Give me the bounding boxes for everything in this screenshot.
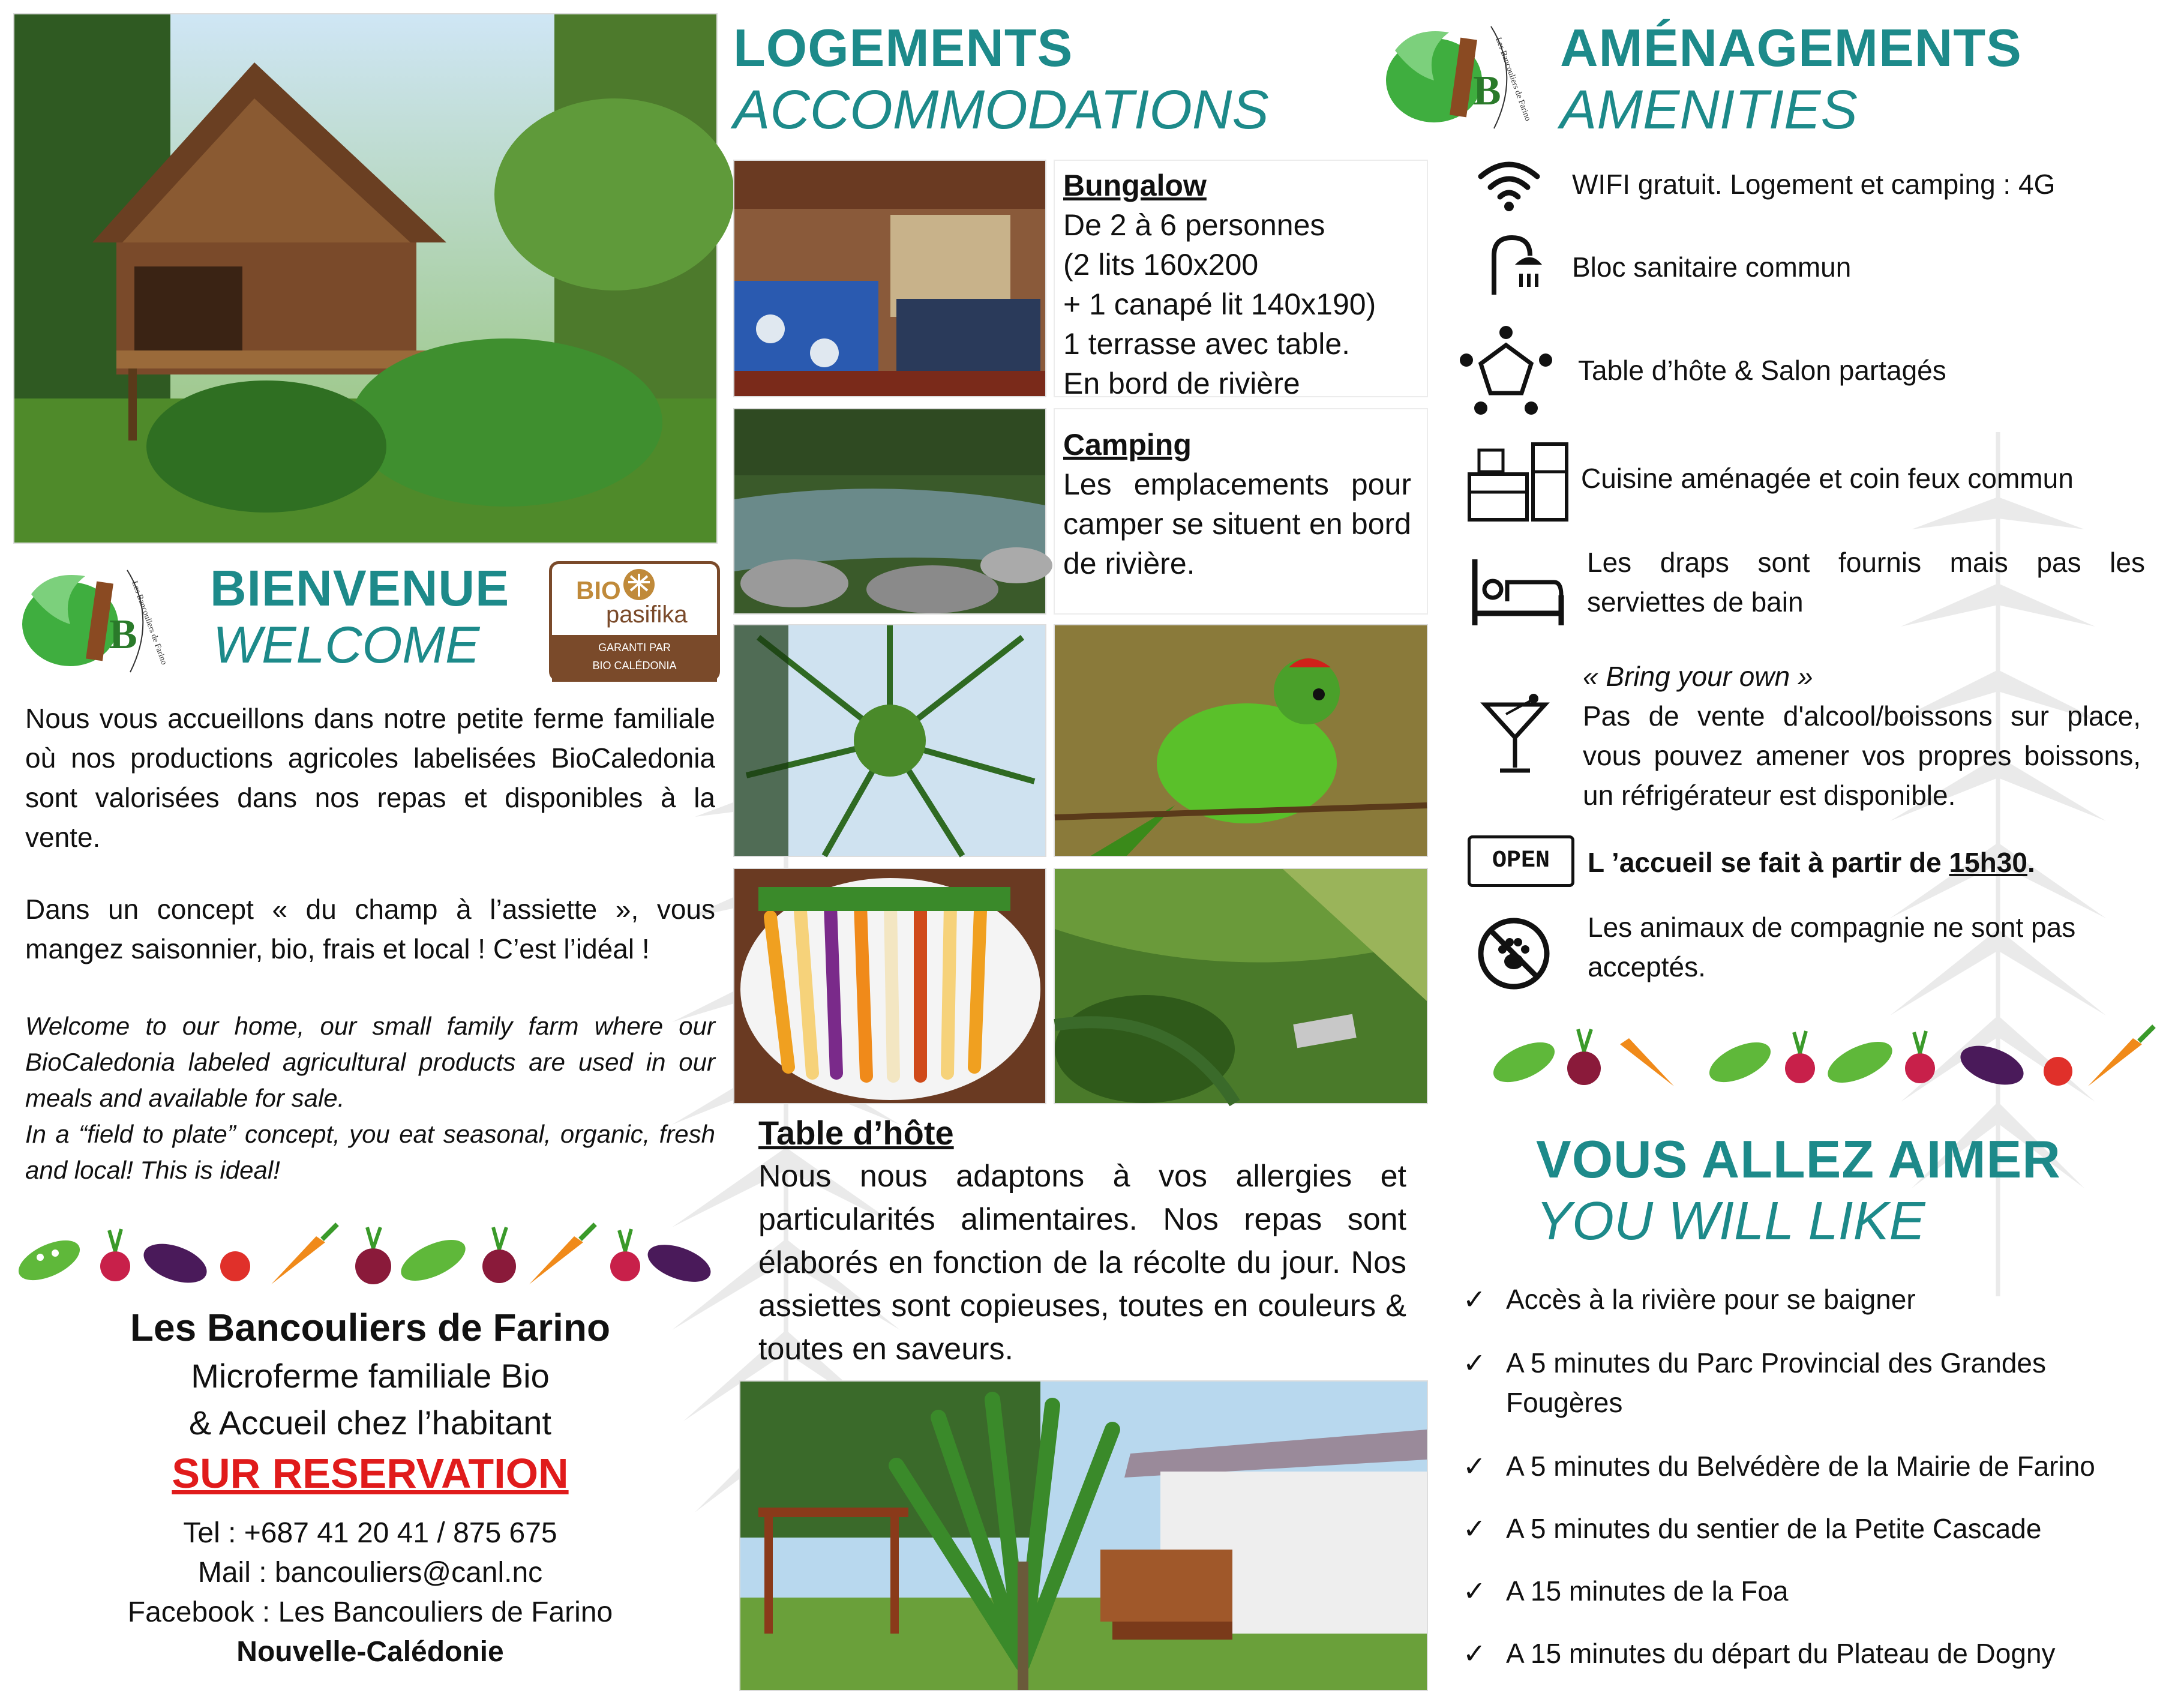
amenities-title-fr: AMÉNAGEMENTS bbox=[1560, 18, 2022, 77]
check-icon: ✓ bbox=[1463, 1513, 1486, 1544]
bungalow-info-box bbox=[1054, 160, 1428, 400]
vegetable-row-decoration bbox=[13, 1218, 715, 1296]
table-hote-text: Nous nous adaptons à vos allergies et particularités alimentaires. Nos repas sont élaborés en fonction de la récolte du jour. Nos assiettes sont copieuses, toutes en couleurs & toutes en saveurs. bbox=[758, 1159, 1406, 1367]
amenity-kitchen: Cuisine aménagée et coin feux commun bbox=[1467, 438, 2160, 522]
table-hote-heading: Table d’hôte bbox=[758, 1114, 954, 1152]
bed-icon bbox=[1470, 559, 1566, 625]
no-pets-icon bbox=[1476, 916, 1552, 991]
table-hote-block bbox=[758, 1111, 1406, 1371]
check-icon: ✓ bbox=[1463, 1347, 1486, 1379]
amenity-no-pets: Les animaux de compagnie ne sont pas acceptés. bbox=[1470, 907, 2160, 997]
bungalow-terrace: 1 terrasse avec table. bbox=[1063, 327, 1351, 361]
accommodations-title-en: ACCOMMODATIONS bbox=[733, 79, 1269, 140]
wifi-icon bbox=[1476, 158, 1542, 212]
list-item: ✓ A 15 minutes de la Foa bbox=[1464, 1571, 2154, 1611]
round-table-icon bbox=[1458, 324, 1554, 420]
bancouliers-logo bbox=[13, 558, 169, 684]
country: Nouvelle-Calédonie bbox=[236, 1636, 504, 1668]
palm-icon bbox=[621, 567, 657, 603]
bungalow-sofa: + 1 canapé lit 140x190) bbox=[1063, 287, 1376, 321]
camping-text: Les emplacements pour camper se situent en bord de rivière. bbox=[1063, 468, 1411, 580]
camping-info-box bbox=[1054, 408, 1428, 615]
parrot-photo bbox=[1054, 624, 1428, 857]
check-icon: ✓ bbox=[1463, 1284, 1486, 1315]
list-item: ✓ A 5 minutes du Belvédère de la Mairie de Farino bbox=[1464, 1446, 2154, 1486]
amenity-shared-table: Table d’hôte & Salon partagés bbox=[1458, 324, 2160, 420]
you-will-like-title-fr: VOUS ALLEZ AIMER bbox=[1536, 1129, 2061, 1189]
cocktail-icon bbox=[1482, 693, 1548, 777]
welcome-title-en: WELCOME bbox=[213, 616, 480, 674]
check-icon: ✓ bbox=[1463, 1451, 1486, 1482]
farm-subtitle-1: Microferme familiale Bio bbox=[191, 1357, 550, 1395]
bungalow-beds: (2 lits 160x200 bbox=[1063, 248, 1259, 281]
list-item: ✓ A 5 minutes du sentier de la Petite Cascade bbox=[1464, 1509, 2154, 1548]
amenities-title-en: AMENITIES bbox=[1560, 79, 1858, 140]
farm-subtitle-2: & Accueil chez l’habitant bbox=[189, 1404, 551, 1442]
svg-text:Les Bancouliers de Farino: Les Bancouliers de Farino bbox=[130, 580, 169, 666]
accommodations-title-fr: LOGEMENTS bbox=[733, 18, 1073, 77]
check-icon: ✓ bbox=[1463, 1638, 1486, 1669]
amenity-sheets: Les draps sont fournis mais pas les serviettes de bain bbox=[1470, 543, 2160, 633]
vegetable-row-decoration bbox=[1488, 1020, 2166, 1098]
bancouliers-logo bbox=[1362, 14, 1536, 140]
list-item: ✓ Accès à la rivière pour se baigner bbox=[1464, 1280, 2154, 1319]
carrots-photo bbox=[733, 868, 1046, 1104]
you-will-like-title-en: YOU WILL LIKE bbox=[1536, 1191, 1925, 1251]
welcome-paragraph-en-1: Welcome to our home, our small family farm where our BioCaledonia labeled agricultural products are used in our meals and available for sale. bbox=[25, 1012, 715, 1112]
bungalow-exterior-photo bbox=[739, 1380, 1428, 1691]
svg-text:B: B bbox=[1473, 68, 1501, 114]
email[interactable]: Mail : bancouliers@canl.nc bbox=[197, 1557, 543, 1589]
farm-name: Les Bancouliers de Farino bbox=[130, 1306, 611, 1349]
list-item: ✓ A 15 minutes du départ du Plateau de Dogny bbox=[1464, 1634, 2154, 1673]
welcome-paragraph-en-2: In a “field to plate” concept, you eat seasonal, organic, fresh and local! This is ideal! bbox=[25, 1120, 715, 1184]
phone[interactable]: Tel : +687 41 20 41 / 875 675 bbox=[183, 1517, 557, 1549]
bio-pasifika-badge: BIO pasifika GARANTI PAR BIO CALÉDONIA bbox=[549, 561, 720, 681]
tree-fern-photo bbox=[733, 624, 1046, 857]
river-photo bbox=[733, 408, 1046, 615]
bungalow-capacity: De 2 à 6 personnes bbox=[1063, 208, 1325, 242]
camping-heading: Camping bbox=[1063, 428, 1192, 462]
bungalow-garden-photo bbox=[13, 13, 718, 544]
welcome-paragraph-1: Nous vous accueillons dans notre petite ferme familiale où nos productions agricoles labelisées BioCaledonia sont valorisées dans nos repas et disponibles à la vente. bbox=[25, 703, 715, 853]
amenity-opening-time: OPEN L ’accueil se fait à partir de 15h30. bbox=[1464, 822, 2160, 888]
amenity-wifi: WIFI gratuit. Logement et camping : 4G bbox=[1470, 158, 2160, 206]
list-item: ✓ A 5 minutes du Parc Provincial des Grandes Fougères bbox=[1464, 1343, 2154, 1422]
welcome-title-fr: BIENVENUE bbox=[210, 560, 510, 616]
check-icon: ✓ bbox=[1463, 1575, 1486, 1607]
welcome-paragraph-2: Dans un concept « du champ à l’assiette », vous mangez saisonnier, bio, frais et local ! C’est l’idéal ! bbox=[25, 894, 715, 964]
contact-block bbox=[13, 1302, 727, 1672]
bungalow-interior-photo bbox=[733, 160, 1046, 397]
amenity-sanitary: Bloc sanitaire commun bbox=[1470, 232, 2160, 298]
svg-text:B: B bbox=[109, 612, 137, 658]
amenity-bring-your-own: « Bring your own » Pas de vente d'alcool/boissons sur place, vous pouvez amener vos propres boissons, un réfrigérateur est disponible. bbox=[1470, 657, 2160, 819]
kitchen-icon bbox=[1467, 438, 1569, 522]
bungalow-heading: Bungalow bbox=[1063, 169, 1207, 202]
reservation-notice: SUR RESERVATION bbox=[172, 1450, 569, 1497]
svg-text:Les Bancouliers de Farino: Les Bancouliers de Farino bbox=[1493, 36, 1532, 122]
bungalow-river: En bord de rivière bbox=[1063, 367, 1300, 400]
open-sign-icon: OPEN bbox=[1468, 835, 1574, 887]
shower-icon bbox=[1482, 232, 1542, 298]
aerial-farm-photo bbox=[1054, 868, 1428, 1104]
facebook[interactable]: Facebook : Les Bancouliers de Farino bbox=[127, 1596, 613, 1628]
